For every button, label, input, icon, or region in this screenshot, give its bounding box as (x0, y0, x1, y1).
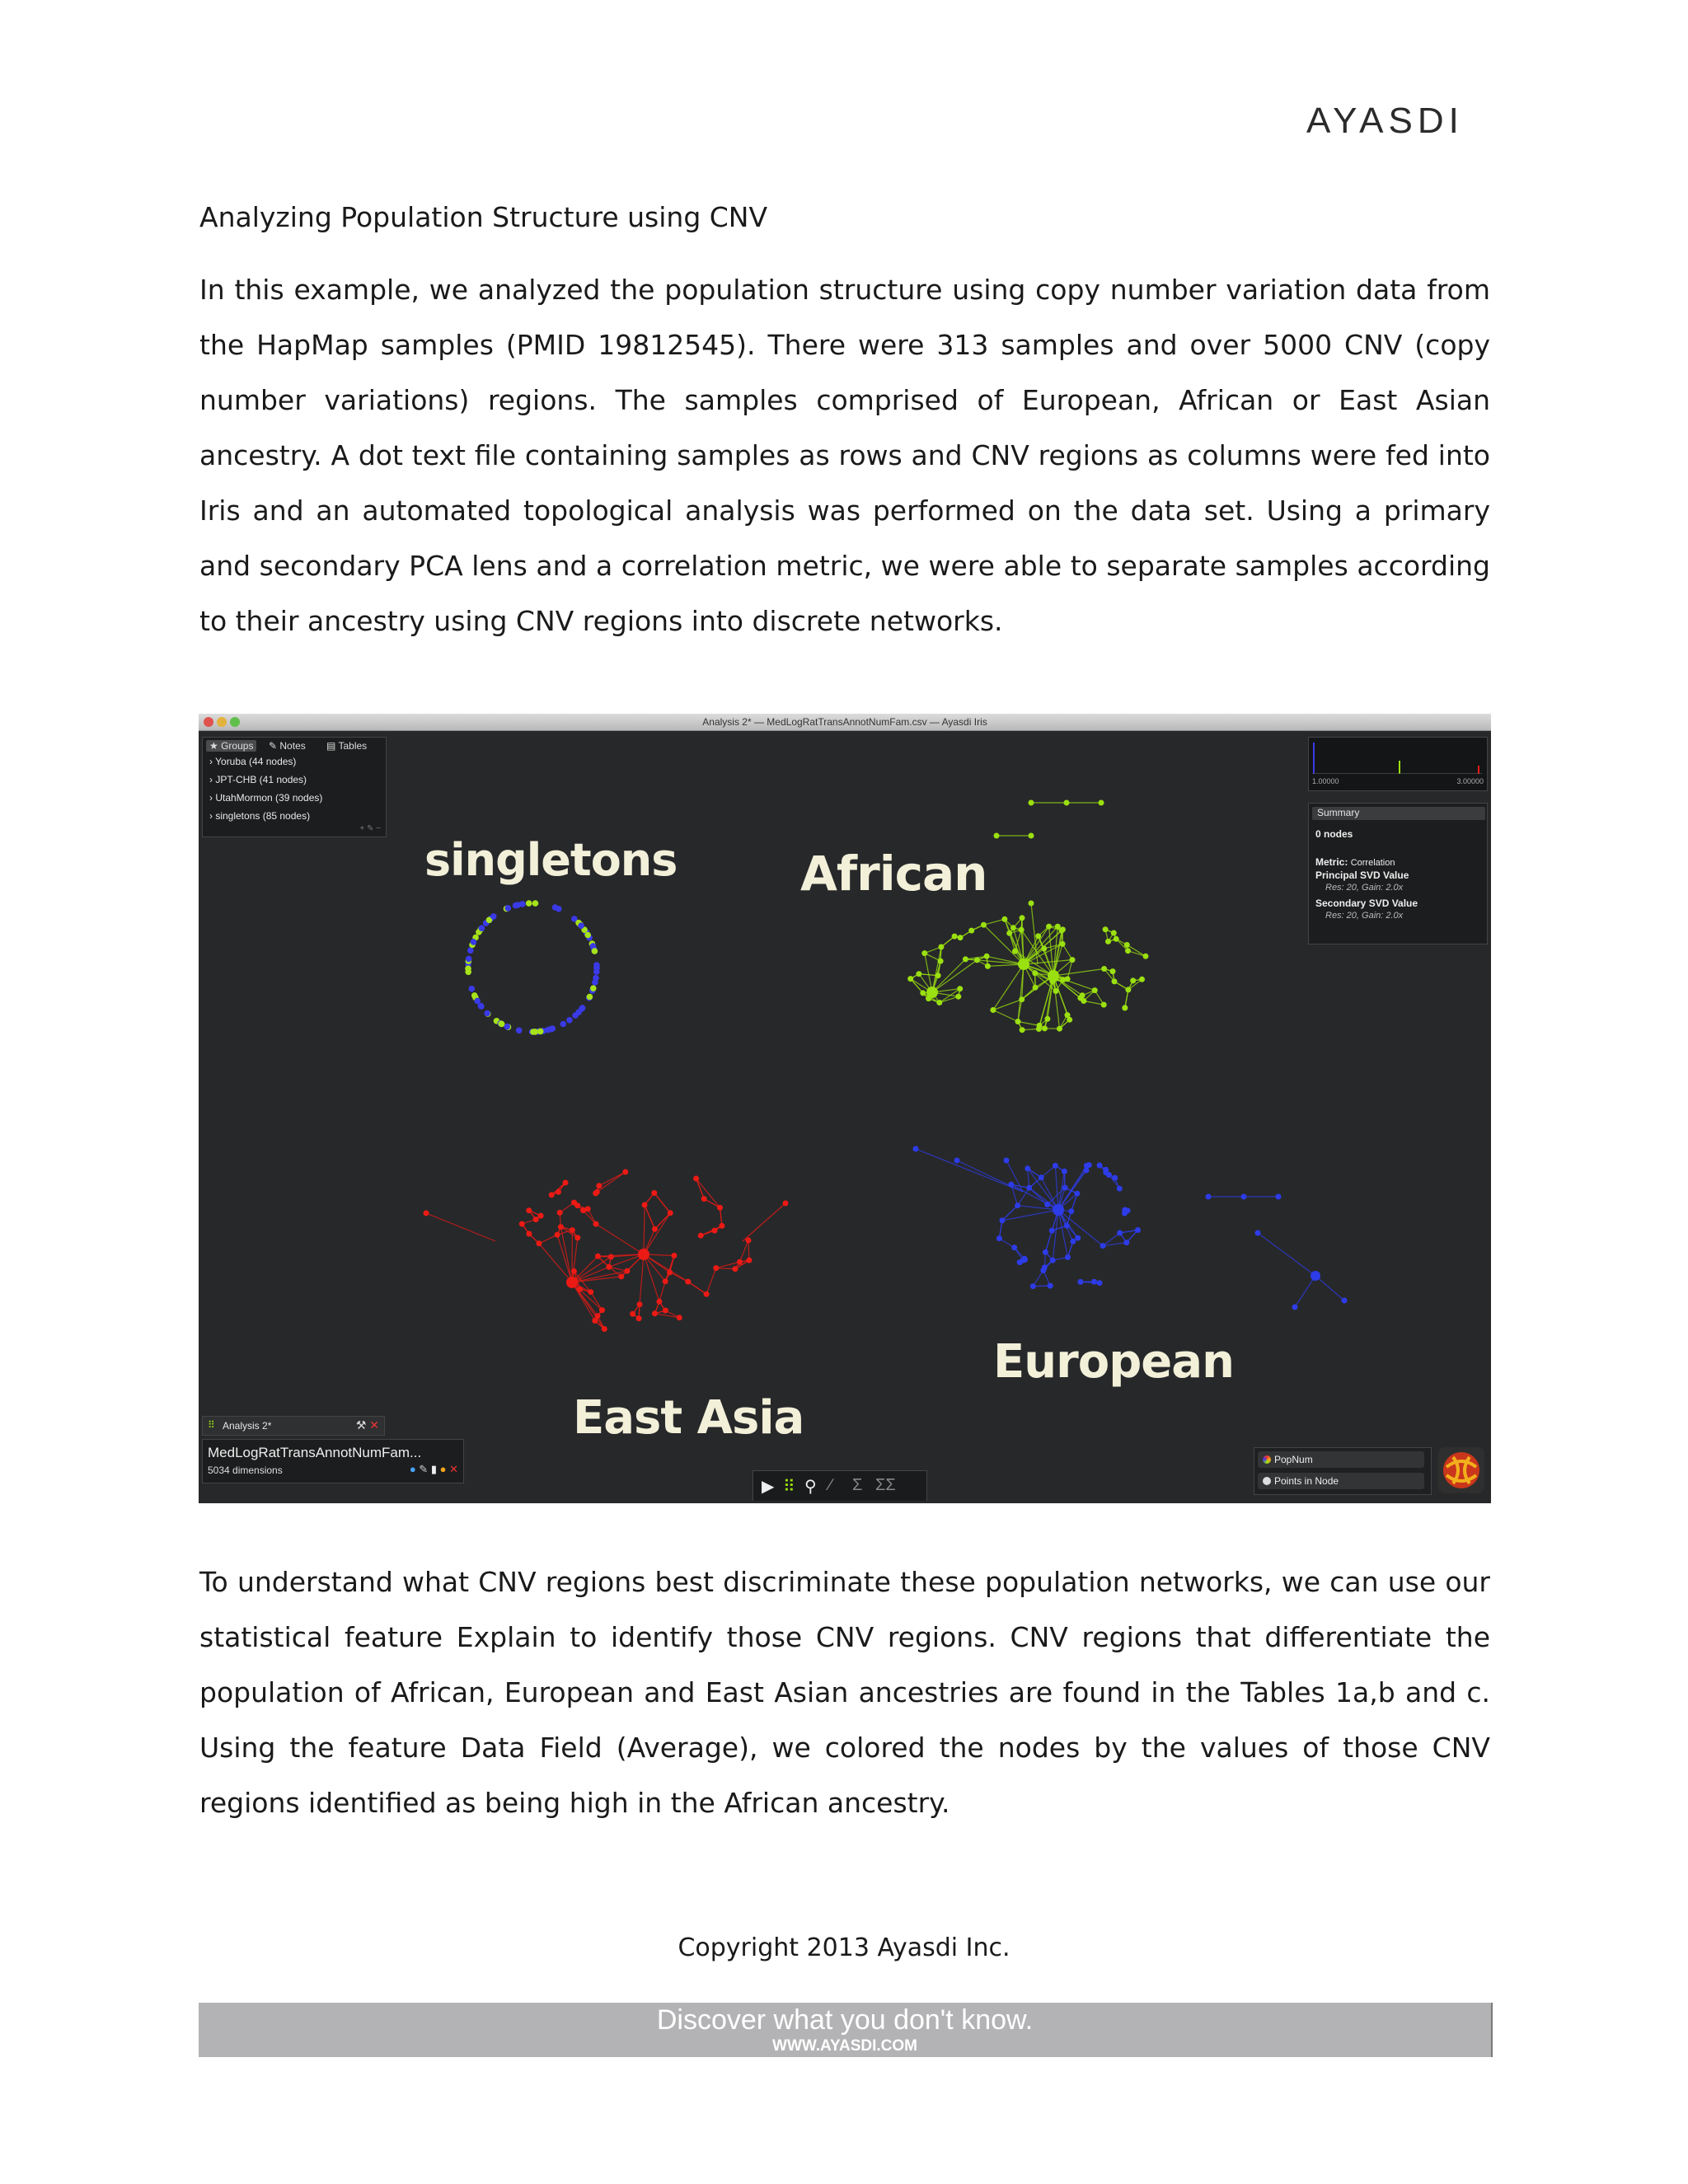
network-edge (696, 1179, 720, 1207)
african-node[interactable] (1006, 930, 1012, 936)
network-edge (645, 1205, 654, 1229)
european-node[interactable] (1097, 1280, 1103, 1286)
east-asia-node[interactable] (596, 1183, 602, 1188)
african-node[interactable] (1114, 936, 1119, 942)
network-edge (644, 1254, 659, 1301)
african-node[interactable] (1077, 996, 1083, 1001)
east-asia-node[interactable] (651, 1190, 657, 1196)
singleton-node[interactable] (478, 1003, 485, 1010)
footer-url[interactable]: WWW.AYASDI.COM (772, 2037, 917, 2055)
network-edge (557, 1235, 572, 1282)
african-node[interactable] (1067, 1017, 1072, 1023)
african-node[interactable] (1019, 927, 1025, 933)
singleton-node[interactable] (474, 998, 481, 1005)
east-asia-label: East Asia (573, 1391, 804, 1445)
network-edge (1002, 1210, 1058, 1221)
european-node[interactable] (1026, 1185, 1032, 1191)
tab-groups[interactable]: ★ Groups (206, 740, 256, 752)
european-node[interactable] (1015, 1202, 1020, 1208)
group-item-utahmormon[interactable]: › UtahMormon (39 nodes) (209, 792, 323, 804)
singleton-node[interactable] (471, 939, 477, 945)
network-edge (688, 1282, 706, 1294)
east-asia-hub-node[interactable] (566, 1277, 578, 1288)
european-node[interactable] (1135, 1227, 1141, 1233)
principal-params: Res: 20, Gain: 2.0x (1325, 883, 1404, 893)
network-edge (654, 1193, 670, 1213)
network-edge (596, 1224, 644, 1254)
european-node[interactable] (1039, 1174, 1044, 1180)
east-asia-node[interactable] (555, 1232, 560, 1238)
african-node[interactable] (1092, 987, 1098, 993)
east-asia-node[interactable] (574, 1235, 580, 1240)
east-asia-node[interactable] (732, 1266, 738, 1272)
african-node[interactable] (907, 976, 913, 982)
european-node[interactable] (1070, 1239, 1076, 1244)
singleton-node[interactable] (587, 994, 593, 1001)
network-edge (644, 1205, 645, 1254)
european-node[interactable] (1040, 1268, 1046, 1273)
african-node[interactable] (1143, 954, 1149, 959)
singleton-node[interactable] (469, 986, 476, 992)
singleton-node[interactable] (592, 979, 598, 986)
east-asia-node[interactable] (652, 1310, 658, 1316)
singleton-node[interactable] (584, 932, 591, 939)
network-edge (1028, 1169, 1058, 1210)
group-item-yoruba[interactable]: › Yoruba (44 nodes) (209, 756, 297, 767)
african-node[interactable] (958, 935, 964, 940)
european-node[interactable] (1050, 1258, 1056, 1263)
african-node[interactable] (1111, 930, 1117, 936)
histogram-max: 3.00000 (1456, 777, 1484, 785)
network-edge (560, 1227, 572, 1282)
african-node[interactable] (1015, 1019, 1021, 1024)
singleton-node[interactable] (560, 1021, 567, 1028)
african-node[interactable] (921, 950, 927, 956)
network-edge (1084, 1001, 1104, 1005)
east-asia-node[interactable] (526, 1207, 532, 1213)
network-edge (539, 1244, 572, 1282)
african-node[interactable] (1033, 985, 1039, 991)
european-node[interactable] (1084, 1168, 1090, 1174)
bottom-toolbar (753, 1470, 927, 1501)
european-node[interactable] (1064, 1223, 1070, 1229)
european-node[interactable] (1100, 1243, 1106, 1249)
african-node[interactable] (1020, 915, 1025, 921)
east-asia-node[interactable] (719, 1223, 724, 1229)
european-node[interactable] (1112, 1175, 1118, 1181)
european-node[interactable] (1074, 1191, 1080, 1197)
african-node[interactable] (1065, 976, 1071, 982)
east-asia-node[interactable] (701, 1196, 707, 1202)
brush-icon[interactable]: ∕ (829, 1476, 832, 1494)
analysis-tab-actions-icon[interactable]: ⚒ ✕ (355, 1418, 379, 1432)
singleton-node[interactable] (578, 922, 584, 929)
european-node[interactable] (1062, 1169, 1067, 1174)
singleton-node[interactable] (467, 948, 474, 954)
african-node[interactable] (1044, 1016, 1050, 1022)
ayasdi-logo: AYASDI (1306, 101, 1464, 141)
european-node[interactable] (1122, 1211, 1128, 1216)
singleton-node[interactable] (504, 1024, 511, 1030)
east-asia-node[interactable] (570, 1227, 575, 1233)
east-asia-hub-node[interactable] (638, 1249, 649, 1260)
east-asia-node[interactable] (698, 1233, 704, 1239)
african-node[interactable] (1041, 946, 1047, 952)
network-edge (1018, 1022, 1039, 1026)
east-asia-node[interactable] (580, 1207, 586, 1213)
network-edge (640, 1254, 644, 1305)
group-item-jpt-chb[interactable]: › JPT-CHB (41 nodes) (209, 774, 307, 785)
european-node[interactable] (1025, 1165, 1030, 1171)
european-node[interactable] (1030, 1283, 1036, 1289)
singleton-node[interactable] (566, 1017, 573, 1024)
analysis-tab[interactable] (202, 1416, 385, 1436)
european-node[interactable] (1011, 1244, 1017, 1250)
east-asia-node[interactable] (549, 1192, 555, 1197)
european-node[interactable] (1117, 1186, 1123, 1192)
east-asia-node[interactable] (599, 1307, 605, 1313)
dataset-actions-icon[interactable]: ● ✎ ▮ ● ✕ (409, 1463, 458, 1475)
summary-header[interactable]: Summary (1312, 807, 1485, 820)
network-edge (1055, 1165, 1058, 1210)
network-edge (1006, 1160, 1023, 1192)
east-asia-node[interactable] (558, 1224, 564, 1230)
sigma-icon[interactable]: Σ (852, 1476, 863, 1494)
european-node[interactable] (1103, 1167, 1109, 1173)
african-node[interactable] (936, 1000, 942, 1005)
african-node[interactable] (1112, 978, 1118, 984)
african-node[interactable] (1046, 924, 1052, 930)
color-histogram (1308, 737, 1488, 791)
east-asia-node[interactable] (593, 1221, 599, 1227)
african-node[interactable] (1012, 949, 1018, 954)
african-node[interactable] (1130, 977, 1136, 983)
european-node[interactable] (1043, 1249, 1048, 1255)
summary-panel (1308, 803, 1488, 944)
east-asia-node[interactable] (533, 1216, 539, 1222)
color-by-panel (1254, 1447, 1432, 1495)
african-hub-node[interactable] (926, 987, 938, 998)
network-edge (1028, 1169, 1029, 1188)
african-node[interactable] (1060, 941, 1066, 947)
network-edge (993, 1000, 1022, 1010)
panel-tabs (204, 739, 384, 754)
african-node[interactable] (990, 1007, 996, 1013)
african-node[interactable] (1010, 925, 1016, 930)
east-asia-node[interactable] (737, 1259, 743, 1265)
african-node[interactable] (1105, 939, 1111, 944)
east-asia-node[interactable] (538, 1213, 544, 1219)
european-node[interactable] (1077, 1279, 1083, 1285)
histogram-min: 1.00000 (1312, 777, 1339, 785)
african-node[interactable] (935, 972, 941, 978)
european-node[interactable] (1117, 1230, 1123, 1236)
network-edge (539, 1235, 557, 1244)
network-edge (426, 1213, 495, 1241)
document-title: Analyzing Population Structure using CNV (199, 201, 768, 233)
east-asia-node[interactable] (595, 1254, 601, 1259)
sigma-compare-icon[interactable]: ΣΣ (875, 1476, 896, 1494)
network-edge (706, 1268, 716, 1295)
african-node[interactable] (1125, 987, 1131, 992)
singleton-node[interactable] (590, 985, 597, 991)
european-node[interactable] (1053, 1163, 1058, 1169)
east-asia-node[interactable] (574, 1202, 580, 1208)
east-asia-node[interactable] (642, 1202, 648, 1208)
east-asia-node[interactable] (637, 1301, 643, 1307)
african-node[interactable] (984, 954, 990, 959)
african-node[interactable] (920, 990, 926, 996)
singleton-node[interactable] (526, 900, 532, 907)
east-asia-node[interactable] (746, 1258, 752, 1263)
african-node[interactable] (1110, 968, 1116, 974)
principal-lens: Principal SVD Value (1315, 869, 1409, 881)
group-tools-icon[interactable]: + ✎ − (359, 824, 381, 833)
east-asia-node[interactable] (630, 1311, 635, 1317)
african-node[interactable] (1001, 916, 1007, 922)
east-asia-node[interactable] (606, 1264, 612, 1270)
european-node[interactable] (1097, 1163, 1103, 1169)
east-asia-node[interactable] (557, 1210, 563, 1216)
east-asia-node[interactable] (519, 1221, 525, 1227)
east-asia-node[interactable] (717, 1205, 723, 1211)
network-edge (1315, 1276, 1344, 1301)
european-node[interactable] (1049, 1228, 1055, 1234)
ayasdi-app-icon[interactable] (1438, 1447, 1484, 1493)
singleton-node[interactable] (465, 966, 471, 972)
singleton-node[interactable] (498, 1020, 504, 1027)
singleton-node[interactable] (548, 1026, 555, 1033)
european-node[interactable] (1075, 1235, 1081, 1241)
african-node[interactable] (938, 944, 944, 950)
african-node[interactable] (981, 922, 987, 928)
east-asia-node[interactable] (667, 1269, 673, 1275)
east-asia-node[interactable] (563, 1180, 569, 1186)
east-asia-node[interactable] (537, 1240, 542, 1246)
singletons-label: singletons (424, 834, 678, 886)
east-asia-node[interactable] (671, 1253, 677, 1258)
european-node[interactable] (1065, 1254, 1071, 1260)
european-node[interactable] (1086, 1162, 1092, 1168)
topology-network (199, 714, 1491, 1503)
european-node[interactable] (1022, 1257, 1028, 1263)
east-asia-node[interactable] (677, 1315, 682, 1320)
african-node[interactable] (1032, 970, 1038, 976)
singleton-node[interactable] (552, 904, 559, 911)
dataset-panel (202, 1439, 464, 1483)
singleton-node[interactable] (575, 1009, 582, 1015)
european-hub-node[interactable] (1311, 1271, 1320, 1281)
network-edge (940, 996, 959, 1002)
african-node[interactable] (1029, 901, 1034, 907)
east-asia-node[interactable] (556, 1189, 561, 1195)
singleton-node[interactable] (537, 1029, 544, 1035)
singleton-node[interactable] (490, 913, 497, 920)
network-edge (597, 1172, 626, 1192)
color-option-popnum[interactable]: PopNum (1258, 1451, 1424, 1468)
groups-panel (202, 737, 387, 837)
east-asia-node[interactable] (618, 1273, 624, 1279)
african-node[interactable] (1101, 1002, 1107, 1008)
african-node[interactable] (1055, 924, 1061, 930)
east-asia-node[interactable] (577, 1286, 583, 1292)
explain-paragraph: To understand what CNV regions best discriminate these population networks, we can use our statistical feature Explain to identify those CNV regions. CNV regions that differentiate the population of African, European and East Asian ancestries are found in the Tables 1a,b and c. Using the feature Data Field (Average), we colored the nodes by the values of those CNV regions identified as being high in the African ancestry. (199, 1566, 1490, 1819)
east-asia-node[interactable] (636, 1315, 642, 1321)
network-edge (993, 964, 1024, 1010)
nodes-icon[interactable]: ⠿ (783, 1478, 795, 1496)
singleton-node[interactable] (593, 962, 600, 968)
east-asia-node[interactable] (622, 1169, 628, 1175)
singleton-node[interactable] (479, 925, 485, 931)
play-icon[interactable]: ▶ (762, 1478, 775, 1496)
network-edge (1024, 926, 1057, 964)
network-edge (1295, 1276, 1315, 1307)
singleton-node[interactable] (505, 905, 512, 912)
network-edge (748, 1240, 749, 1260)
node-count: 0 nodes (1315, 828, 1353, 840)
tab-notes[interactable]: ✎ Notes (269, 740, 306, 752)
east-asia-node[interactable] (602, 1326, 607, 1332)
east-asia-node[interactable] (595, 1313, 601, 1319)
european-label: European (993, 1335, 1234, 1389)
european-node[interactable] (1106, 1172, 1112, 1178)
grid-icon: ⠿ (208, 1419, 215, 1431)
east-asia-node[interactable] (704, 1291, 710, 1297)
iris-screenshot (199, 714, 1491, 1503)
footer-banner (199, 2003, 1493, 2057)
african-node[interactable] (1125, 948, 1131, 954)
network-edge (1058, 1171, 1064, 1210)
african-node[interactable] (1103, 926, 1109, 932)
european-node[interactable] (1091, 1279, 1097, 1285)
african-node[interactable] (916, 971, 921, 977)
european-node[interactable] (999, 1217, 1005, 1223)
african-node[interactable] (1070, 957, 1076, 963)
singleton-node[interactable] (532, 900, 539, 907)
network-edge (599, 1172, 626, 1186)
east-asia-node[interactable] (663, 1308, 668, 1314)
european-node[interactable] (1062, 1185, 1068, 1191)
european-node[interactable] (1048, 1283, 1053, 1289)
analysis-tab-label: Analysis 2* (223, 1420, 272, 1432)
network-edge (957, 1160, 1023, 1192)
network-edge (916, 1149, 1023, 1192)
african-node[interactable] (985, 963, 991, 969)
african-node[interactable] (1101, 966, 1107, 972)
east-asia-node[interactable] (712, 1228, 718, 1234)
singleton-node[interactable] (516, 1028, 523, 1034)
african-hub-node[interactable] (1018, 958, 1029, 970)
african-node[interactable] (955, 994, 961, 1000)
east-asia-node[interactable] (608, 1254, 614, 1260)
east-asia-node[interactable] (656, 1299, 662, 1305)
east-asia-node[interactable] (652, 1226, 658, 1232)
african-node[interactable] (1139, 977, 1145, 982)
singleton-node[interactable] (519, 901, 526, 907)
singleton-node[interactable] (466, 956, 472, 963)
east-asia-node[interactable] (693, 1176, 699, 1182)
african-node[interactable] (1124, 942, 1130, 948)
network-edge (560, 1227, 577, 1238)
search-icon[interactable]: ⚲ (804, 1478, 817, 1496)
copyright-notice: Copyright 2013 Ayasdi Inc. (678, 1933, 1010, 1962)
secondary-params: Res: 20, Gain: 2.0x (1325, 911, 1404, 921)
network-edge (696, 1179, 705, 1199)
african-node[interactable] (938, 958, 944, 964)
singleton-node[interactable] (484, 1010, 490, 1017)
european-hub-node[interactable] (1053, 1204, 1064, 1216)
european-node[interactable] (1123, 1240, 1129, 1245)
european-node[interactable] (1068, 1208, 1074, 1214)
african-node[interactable] (1042, 1025, 1048, 1031)
network-edge (984, 919, 1005, 925)
east-asia-node[interactable] (685, 1279, 691, 1285)
metric-label: Metric: (1315, 856, 1348, 868)
african-node[interactable] (974, 957, 980, 963)
african-node[interactable] (957, 986, 963, 991)
east-asia-node[interactable] (588, 1289, 593, 1295)
network-edge (659, 1282, 665, 1302)
european-node[interactable] (1044, 1202, 1050, 1207)
east-asia-node[interactable] (713, 1265, 719, 1271)
african-node[interactable] (1122, 1005, 1128, 1011)
east-asia-node[interactable] (663, 1278, 668, 1284)
east-asia-node[interactable] (593, 1190, 598, 1196)
dataset-name: MedLogRatTransAnnotNumFam... (208, 1445, 422, 1460)
east-asia-node[interactable] (624, 1268, 630, 1274)
group-item-singletons[interactable]: › singletons (85 nodes) (209, 810, 311, 822)
dataset-dimensions: 5034 dimensions (208, 1465, 283, 1476)
intro-paragraph: In this example, we analyzed the population structure using copy number variation data from the HapMap samples (PMID 19812545). There were 313 samples and over 5000 CNV (copy number variations) regions. The samples comprised of European, African or East Asian ancestry. A dot text file containing samples as rows and CNV regions as columns were fed into Iris and an automated topological analysis was performed on the data set. Using a primary and secondary PCA lens and a correlation metric, we were able to separate samples according to their ancestry using CNV regions into discrete networks. (199, 274, 1490, 637)
african-node[interactable] (1053, 988, 1059, 994)
african-node[interactable] (963, 956, 968, 962)
network-edge (993, 1010, 1018, 1022)
african-node[interactable] (952, 934, 958, 940)
african-node[interactable] (968, 928, 974, 934)
african-node[interactable] (1057, 1026, 1062, 1032)
network-edge (1258, 1233, 1315, 1276)
east-asia-node[interactable] (571, 1268, 577, 1274)
east-asia-node[interactable] (668, 1210, 673, 1216)
african-node[interactable] (1035, 933, 1041, 939)
african-hub-node[interactable] (1048, 970, 1059, 982)
tab-tables[interactable]: ▤ Tables (326, 740, 368, 752)
african-node[interactable] (1019, 996, 1025, 1002)
singleton-node[interactable] (592, 948, 598, 954)
network-edge (644, 1213, 670, 1254)
footer-tagline: Discover what you don't know. (656, 2004, 1034, 2036)
african-node[interactable] (1020, 1027, 1025, 1033)
secondary-lens: Secondary SVD Value (1315, 898, 1418, 909)
african-label: African (800, 846, 987, 902)
network-edge (572, 1282, 598, 1316)
network-edge (743, 1203, 785, 1241)
european-node[interactable] (996, 1235, 1002, 1241)
network-edge (655, 1213, 671, 1230)
african-node[interactable] (1036, 1026, 1042, 1032)
east-asia-node[interactable] (526, 1231, 532, 1237)
metric-value: Correlation (1350, 858, 1395, 868)
color-option-points-in-node[interactable]: Points in Node (1258, 1473, 1424, 1489)
window-title: Analysis 2* — MedLogRatTransAnnotNumFam.csv — Ayasdi Iris (702, 716, 987, 728)
